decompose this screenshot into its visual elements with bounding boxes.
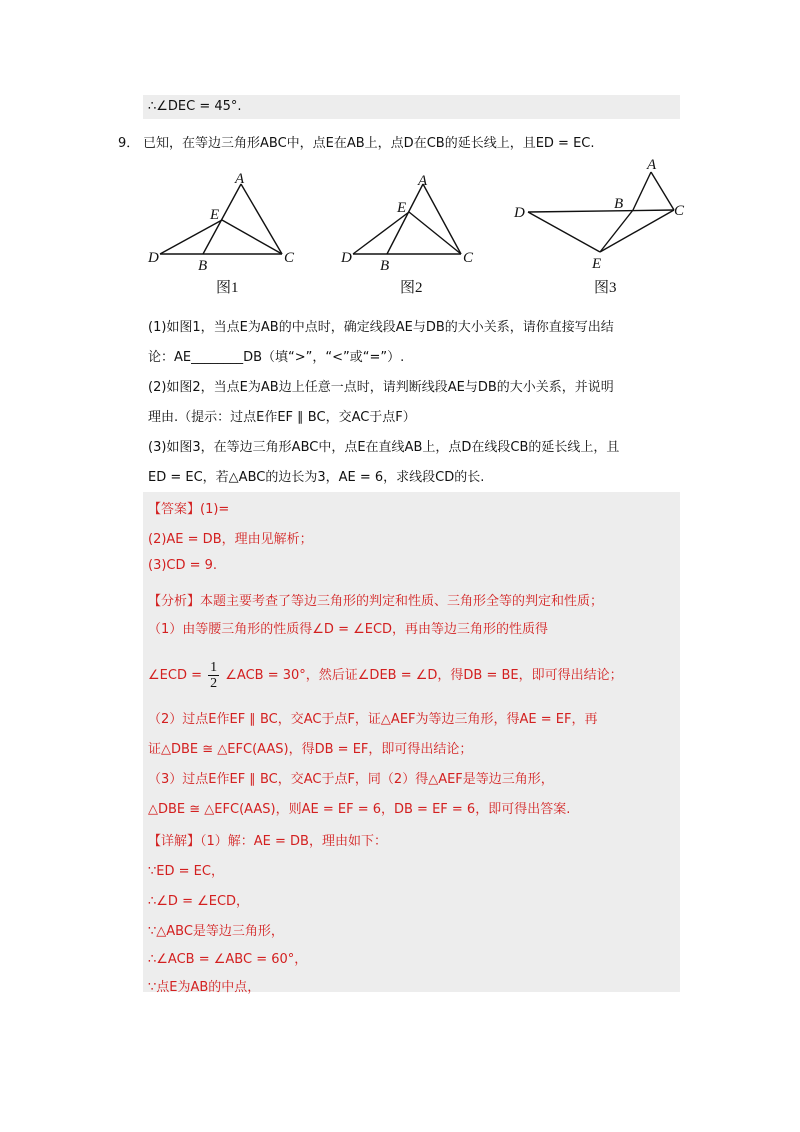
figure-2 xyxy=(335,170,485,270)
problem-stem: 已知，在等边三角形ABC中，点E在AB上，点D在CB的延长线上，且ED = EC. xyxy=(143,136,595,151)
fig1-label-a: A xyxy=(235,171,245,187)
detail-step-2: ∴∠D = ∠ECD， xyxy=(148,894,250,909)
answer-3: (3)CD = 9. xyxy=(148,558,218,573)
analysis-1-post: ∠ACB = 30°，然后证∠DEB = ∠D，得DB = BE，即可得出结论； xyxy=(225,668,623,683)
fraction-one-half xyxy=(208,660,219,691)
analysis-2-line-2: 证△DBE ≅ △EFC(AAS)，得DB = EF，即可得出结论； xyxy=(148,742,473,757)
detail-step-5: ∵点E为AB的中点， xyxy=(148,980,261,995)
fraction-denominator: 2 xyxy=(210,676,218,691)
fig3-label-e: E xyxy=(592,256,602,272)
answer-1: 【答案】(1)= xyxy=(148,502,230,517)
question-3-line-1: (3)如图3，在等边三角形ABC中，点E在直线AB上，点D在线段CB的延长线上，且 xyxy=(148,440,620,455)
fig3-label-d: D xyxy=(514,205,525,221)
detail-step-4: ∴∠ACB = ∠ABC = 60°， xyxy=(148,952,308,967)
question-3-line-2: ED = EC，若△ABC的边长为3，AE = 6，求线段CD的长. xyxy=(148,470,485,485)
figure-3-caption: 图3 xyxy=(594,280,617,296)
fig3-label-a: A xyxy=(647,157,657,173)
fig1-label-e: E xyxy=(210,207,220,223)
analysis-1-line-2 xyxy=(148,660,623,691)
question-1-line-2: 论：AE________DB（填“>”，“<”或“=”）. xyxy=(148,350,405,365)
question-2-line-1: (2)如图2，当点E为AB边上任意一点时，请判断线段AE与DB的大小关系，并说明 xyxy=(148,380,614,395)
analysis-title: 【分析】本题主要考查了等边三角形的判定和性质、三角形全等的判定和性质； xyxy=(148,594,604,609)
figure-3 xyxy=(510,155,700,275)
analysis-1-line-1: （1）由等腰三角形的性质得∠D = ∠ECD，再由等边三角形的性质得 xyxy=(148,622,549,637)
detail-step-1: ∵ED = EC， xyxy=(148,864,224,879)
detail-title: 【详解】（1）解：AE = DB，理由如下： xyxy=(148,834,387,849)
figure-1 xyxy=(140,170,310,270)
fig1-label-c: C xyxy=(284,250,295,266)
fig2-label-d: D xyxy=(341,250,352,266)
fig2-label-b: B xyxy=(380,258,390,270)
fraction-numerator: 1 xyxy=(210,660,218,675)
fig3-label-c: C xyxy=(674,203,685,219)
analysis-2-line-1: （2）过点E作EF ∥ BC，交AC于点F，证△AEF为等边三角形，得AE = EF，再 xyxy=(148,712,598,727)
fig1-label-b: B xyxy=(198,258,208,270)
prev-solution-line: ∴∠DEC = 45°. xyxy=(148,99,242,114)
fig2-label-c: C xyxy=(463,250,474,266)
analysis-1-pre: ∠ECD = xyxy=(148,668,202,683)
analysis-3-line-1: （3）过点E作EF ∥ BC，交AC于点F，同（2）得△AEF是等边三角形， xyxy=(148,772,554,787)
figure-2-caption: 图2 xyxy=(400,280,423,296)
fig2-label-a: A xyxy=(418,173,428,189)
figure-1-caption: 图1 xyxy=(216,280,239,296)
question-2-line-2: 理由.（提示：过点E作EF ∥ BC，交AC于点F） xyxy=(148,410,416,425)
fig1-label-d: D xyxy=(148,250,159,266)
answer-2: (2)AE = DB，理由见解析； xyxy=(148,532,313,547)
fig3-label-b: B xyxy=(614,196,624,212)
analysis-3-line-2: △DBE ≅ △EFC(AAS)，则AE = EF = 6，DB = EF = 6，即可得出答案. xyxy=(148,802,571,817)
fig2-label-e: E xyxy=(397,200,407,216)
detail-step-3: ∵△ABC是等边三角形， xyxy=(148,924,284,939)
question-1-line-1: (1)如图1，当点E为AB的中点时，确定线段AE与DB的大小关系，请你直接写出结 xyxy=(148,320,614,335)
problem-number: 9． xyxy=(118,136,140,151)
